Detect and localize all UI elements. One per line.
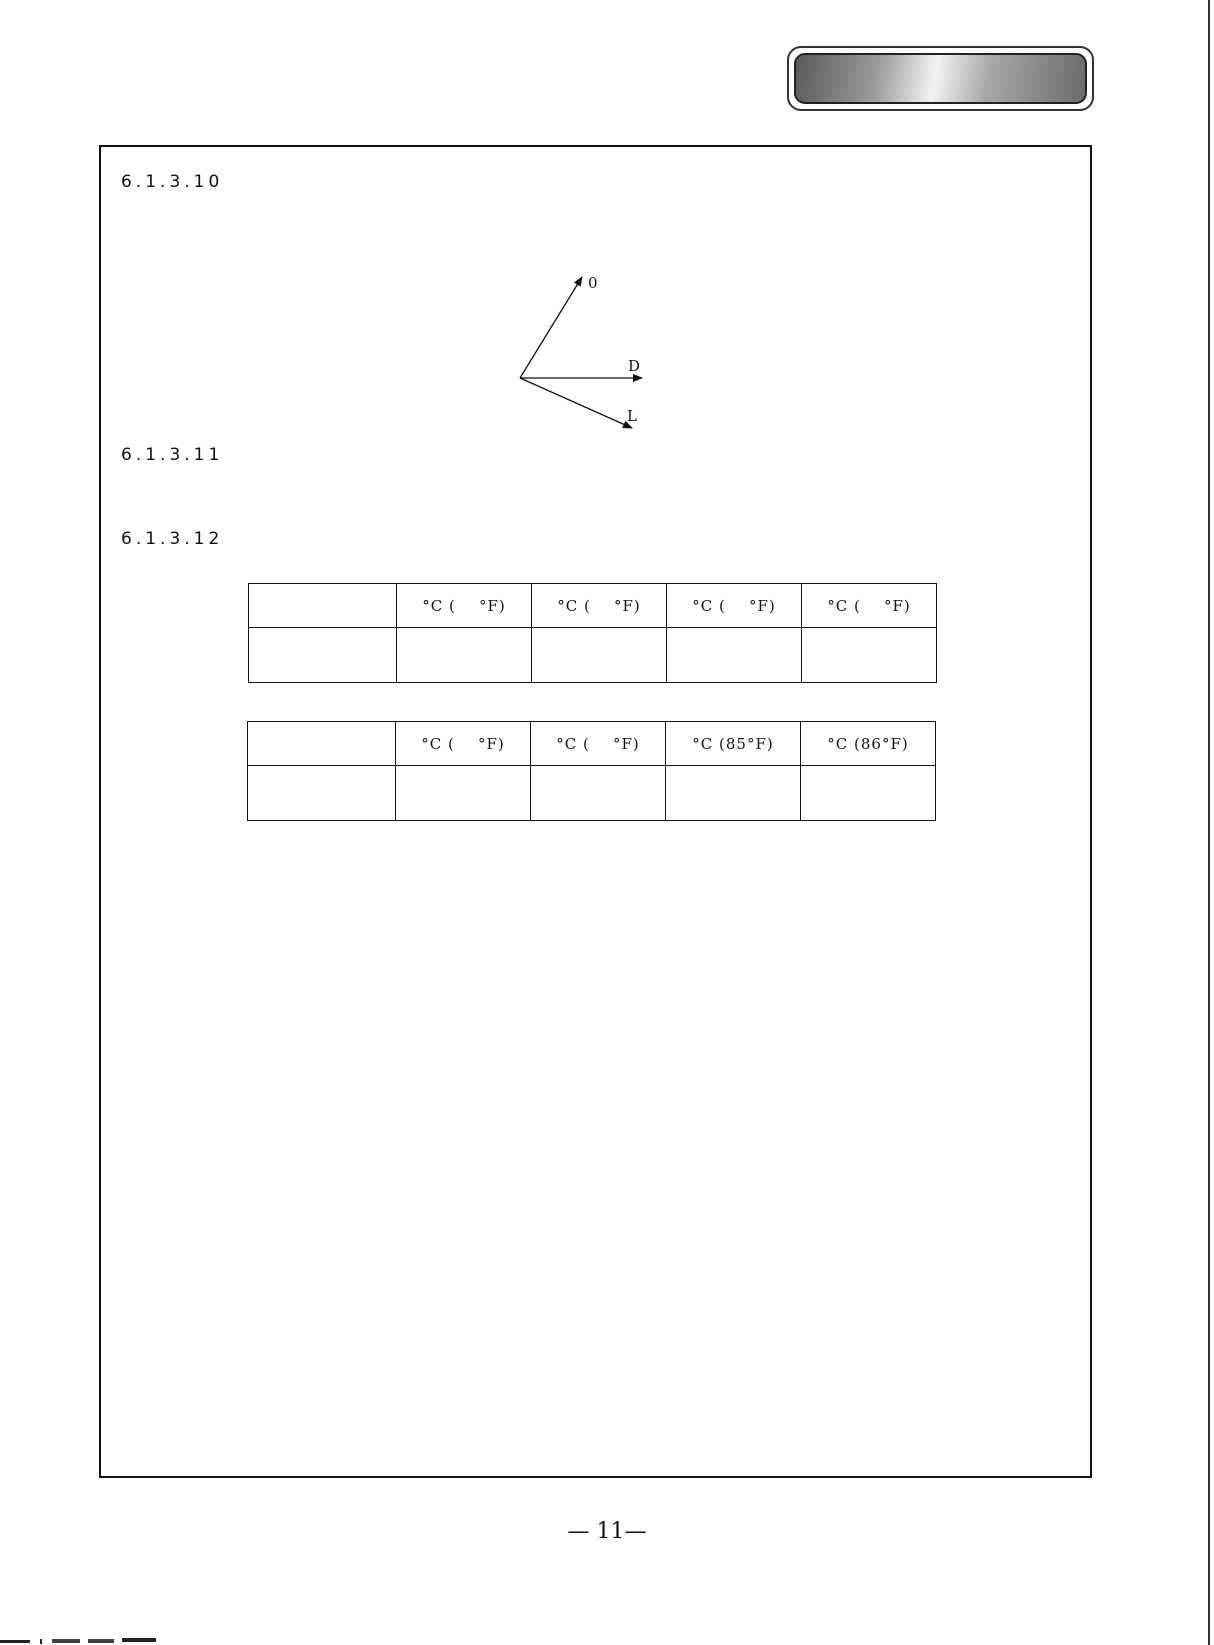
page-number: — 11— <box>567 1519 647 1544</box>
table-cell <box>666 766 801 821</box>
table-row <box>249 628 937 683</box>
table-cell <box>396 766 531 821</box>
table-cell <box>802 628 937 683</box>
section-6-1-3-10: 6.1.3.10 <box>121 172 224 192</box>
table-header-row <box>248 722 936 766</box>
table-cell: °C ( °F) <box>802 584 937 628</box>
header-tab-decoration <box>787 46 1094 111</box>
table-cell: °C ( °F) <box>531 722 666 766</box>
table-cell <box>667 628 802 683</box>
vector-l-arrow <box>520 378 632 428</box>
table-cell <box>531 766 666 821</box>
table-cell <box>249 628 397 683</box>
table-row <box>248 766 936 821</box>
scan-edge-marks <box>0 1638 170 1645</box>
vector-l-label: L <box>627 407 637 425</box>
vector-o-label: 0 <box>588 274 598 292</box>
table-cell <box>248 766 396 821</box>
table-cell <box>249 584 397 628</box>
vector-d-label: D <box>628 357 641 375</box>
table-header-row <box>249 584 937 628</box>
table-cell: °C (85°F) <box>666 722 801 766</box>
section-6-1-3-12: 6.1.3.12 <box>121 529 224 549</box>
section-6-1-3-11: 6.1.3.11 <box>121 445 224 465</box>
table-cell <box>248 722 396 766</box>
right-margin-rule <box>1208 0 1210 1645</box>
header-tab-gradient <box>794 53 1087 104</box>
temperature-table-1 <box>248 583 937 683</box>
table-cell: °C ( °F) <box>397 584 532 628</box>
table-cell <box>532 628 667 683</box>
table-cell: °C (86°F) <box>801 722 936 766</box>
table-cell <box>397 628 532 683</box>
temperature-table-2 <box>247 721 936 821</box>
vector-o-arrow <box>520 277 582 378</box>
table-cell: °C ( °F) <box>396 722 531 766</box>
table-cell <box>801 766 936 821</box>
table-cell: °C ( °F) <box>667 584 802 628</box>
table-cell: °C ( °F) <box>532 584 667 628</box>
vector-diagram <box>500 265 660 435</box>
